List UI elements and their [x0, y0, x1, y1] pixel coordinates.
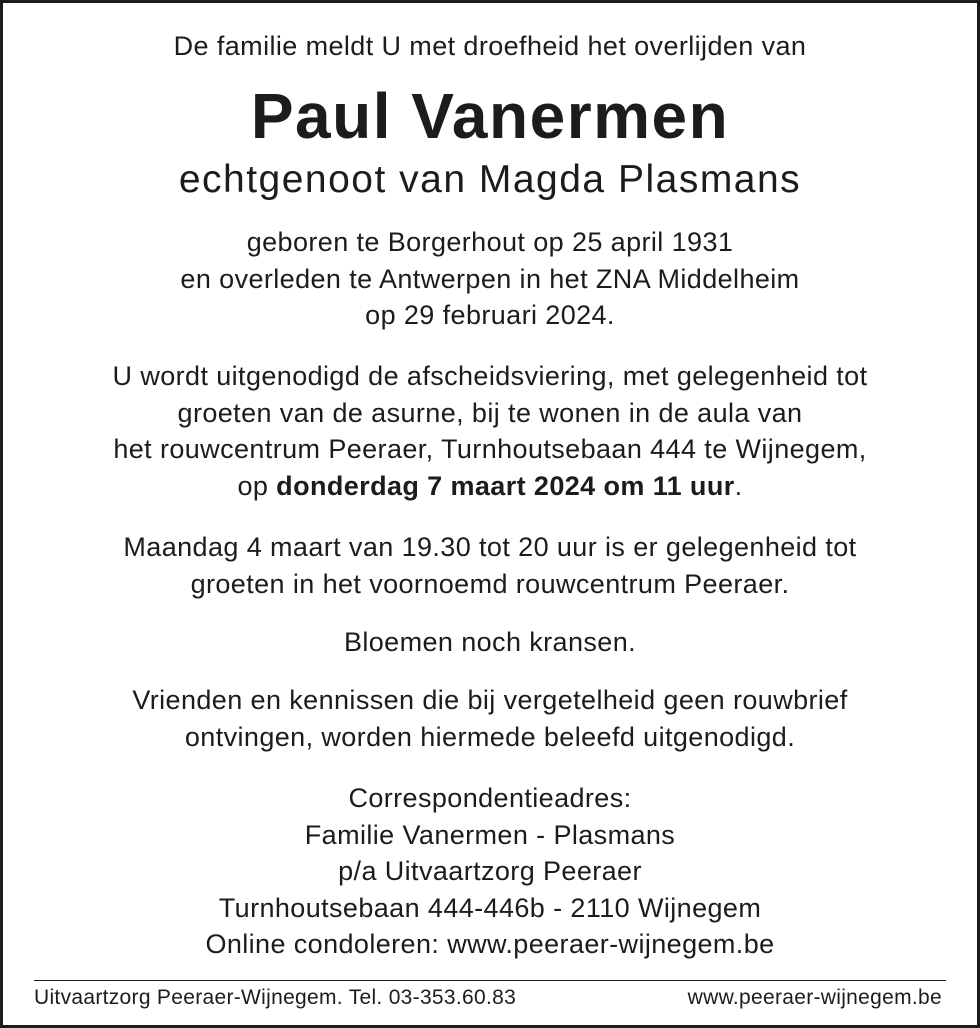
deceased-name: Paul Vanermen — [250, 80, 730, 152]
ceremony-date-prefix: op — [237, 470, 277, 501]
ceremony-date-line — [20, 468, 960, 505]
visitation-paragraph — [20, 529, 960, 602]
ceremony-paragraph — [20, 358, 960, 504]
ceremony-line: U wordt uitgenodigd de afscheidsviering, met gelegenheid tot — [112, 361, 868, 391]
ceremony-date: donderdag 7 maart 2024 om 11 uur — [276, 470, 735, 501]
address-care-of: p/a Uitvaartzorg Peeraer — [338, 856, 642, 886]
flowers-line: Bloemen noch kransen. — [343, 627, 637, 657]
footer — [34, 985, 942, 1011]
friends-paragraph — [20, 682, 960, 755]
footer-funeral-home: Uitvaartzorg Peeraer-Wijnegem. Tel. 03-353.60.83 — [34, 986, 517, 1009]
ceremony-line: groeten van de asurne, bij te wonen in de aula van — [177, 397, 803, 428]
ceremony-date-suffix: . — [734, 470, 743, 501]
footer-divider — [34, 980, 946, 981]
death-place-line: en overleden te Antwerpen in het ZNA Middelheim — [180, 263, 800, 294]
intro-text: De familie meldt U met droefheid het overlijden van — [173, 31, 807, 61]
spouse-line: echtgenoot van Magda Plasmans — [178, 158, 802, 201]
birth-death-paragraph — [20, 224, 960, 334]
address-heading: Correspondentieadres: — [348, 783, 632, 813]
friends-line: ontvingen, worden hiermede beleefd uitgenodigd. — [184, 721, 796, 752]
footer-website: www.peeraer-wijnegem.be — [687, 986, 942, 1009]
address-street: Turnhoutsebaan 444-446b - 2110 Wijnegem — [218, 892, 762, 923]
correspondence-address — [20, 780, 960, 963]
birth-line: geboren te Borgerhout op 25 april 1931 — [246, 227, 734, 257]
friends-line: Vrienden en kennissen die bij vergetelheid geen rouwbrief — [132, 685, 848, 715]
visitation-line: groeten in het voornoemd rouwcentrum Peeraer. — [190, 568, 790, 599]
address-family: Familie Vanermen - Plasmans — [304, 819, 676, 850]
death-date-line: op 29 februari 2024. — [365, 300, 615, 330]
online-condolences: Online condoleren: www.peeraer-wijnegem.be — [205, 929, 775, 959]
visitation-line: Maandag 4 maart van 19.30 tot 20 uur is er gelegenheid tot — [123, 532, 857, 562]
ceremony-line: het rouwcentrum Peeraer, Turnhoutsebaan 444 te Wijnegem, — [113, 434, 867, 464]
